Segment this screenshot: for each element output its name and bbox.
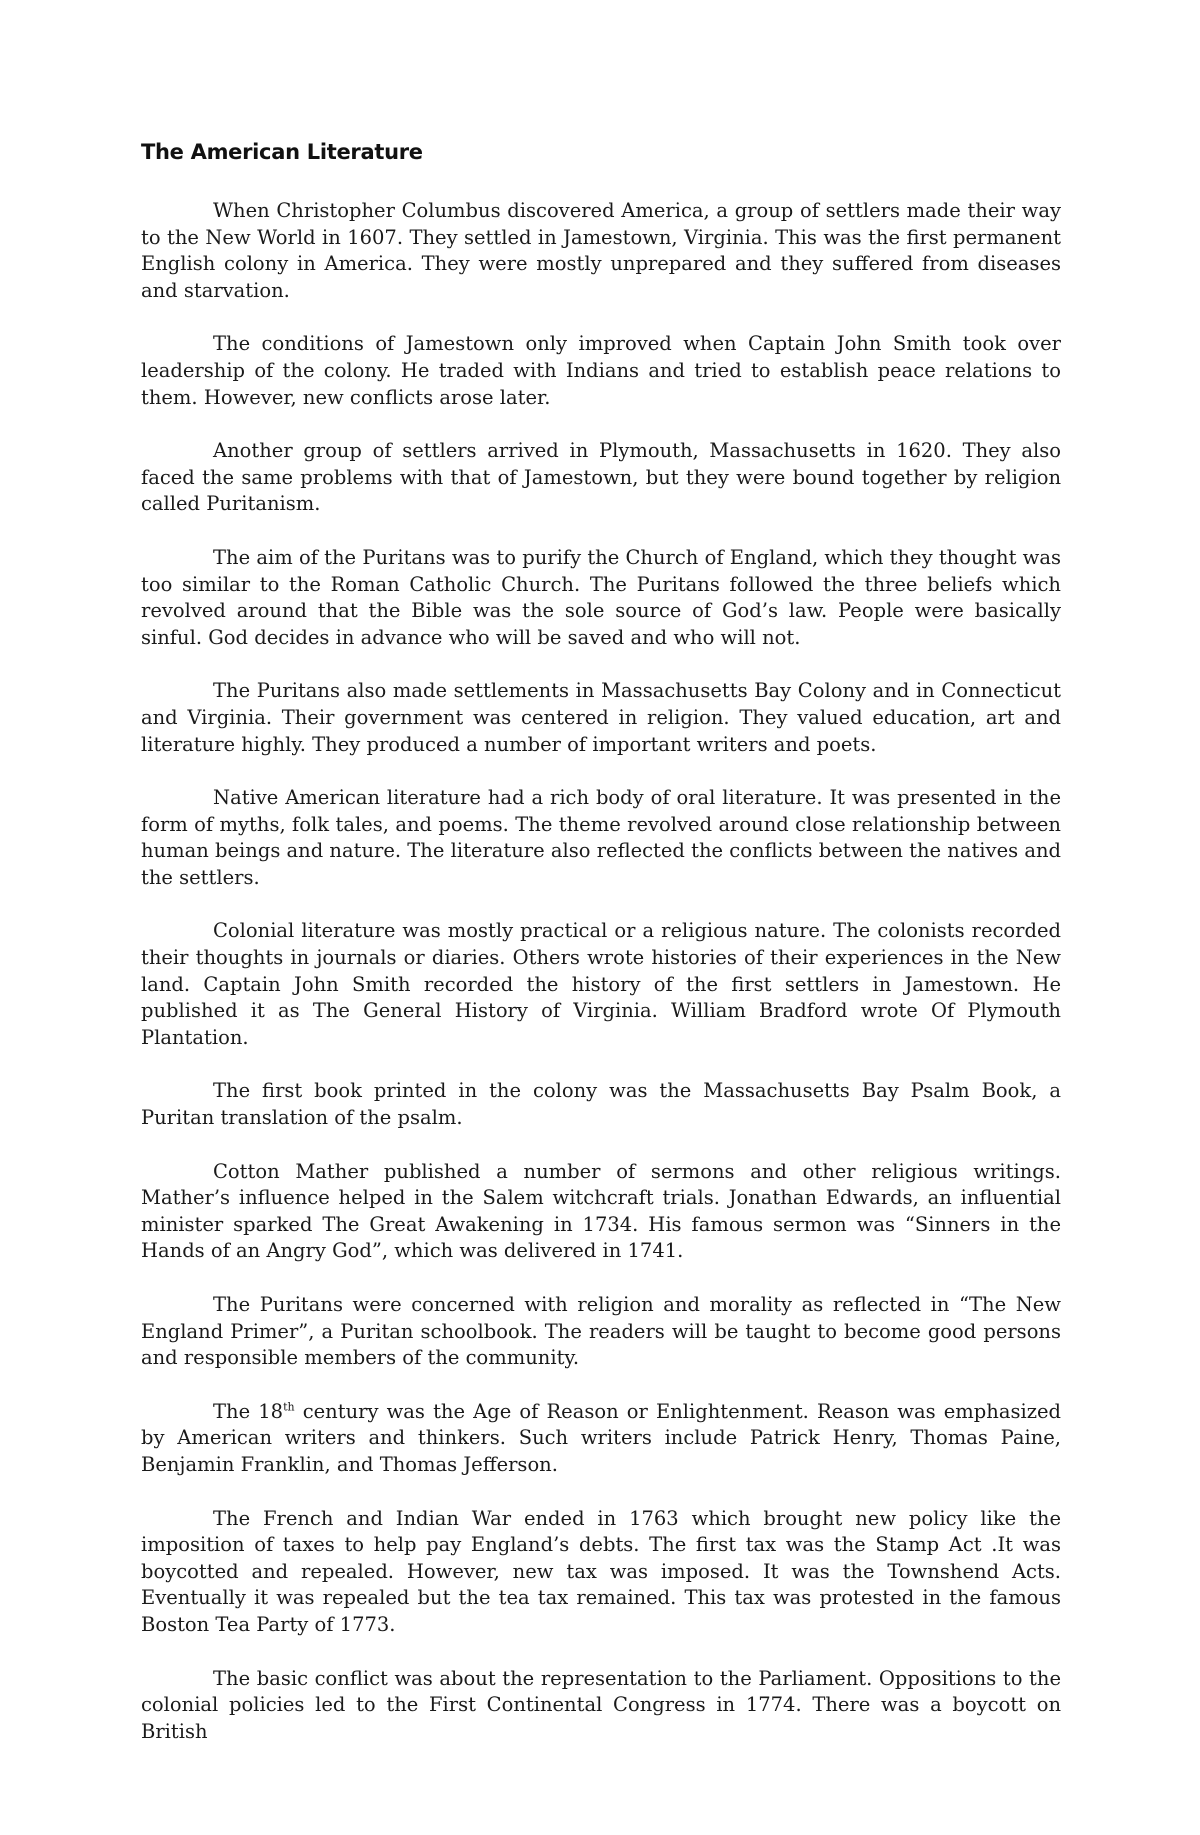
document-body <box>141 198 1061 1745</box>
paragraph-cotton-mather: Cotton Mather published a number of sermons and other religious writings. Mather’s influence helped in the Salem witchcraft trials. Jonathan Edwards, an influential minister sparked The Great Awakening in 1734. His famous sermon was “Sinners in the Hands of an Angry God”, which was delivered in 1741. <box>141 1159 1061 1263</box>
enlightenment-after: century was the Age of Reason or Enlightenment. Reason was emphasized by American writers and thinkers. Such writers include Patrick Henry, Thomas Paine, Benjamin Franklin, and Thomas Jefferson. <box>141 1399 1061 1476</box>
ordinal-superscript: th <box>283 1400 295 1414</box>
paragraph-puritan-aims: The aim of the Puritans was to purify the Church of England, which they thought was too similar to the Roman Catholic Church. The Puritans followed the three beliefs which revolved around that the Bible was the sole source of God’s law. People were basically sinful. God decides in advance who will be saved and who will not. <box>141 545 1061 649</box>
paragraph-plymouth: Another group of settlers arrived in Plymouth, Massachusetts in 1620. They also faced the same problems with that of Jamestown, but they were bound together by religion called Puritanism. <box>141 439 1061 516</box>
document-title: The American Literature <box>141 140 423 164</box>
paragraph-puritan-settlements: The Puritans also made settlements in Massachusetts Bay Colony and in Connecticut and Virginia. Their government was centered in religion. They valued education, art and literature highly. They produced a number of important writers and poets. <box>141 679 1061 756</box>
paragraph-parliament-conflict: The basic conflict was about the representation to the Parliament. Oppositions to the colonial policies led to the First Continental Congress in 1774. There was a boycott on British <box>141 1666 1061 1743</box>
paragraph-native-literature: Native American literature had a rich body of oral literature. It was presented in the form of myths, folk tales, and poems. The theme revolved around close relationship between human beings and nature. The literature also reflected the conflicts between the natives and the settlers. <box>141 786 1061 889</box>
paragraph-enlightenment <box>141 1399 1061 1479</box>
paragraph-french-indian-war: The French and Indian War ended in 1763 which brought new policy like the imposition of taxes to help pay England’s debts. The first tax was the Stamp Act .It was boycotted and repealed. However, new tax was imposed. It was the Townshend Acts. Eventually it was repealed but the tea tax remained. This tax was protested in the famous Boston Tea Party of 1773. <box>141 1506 1061 1636</box>
paragraph-psalm-book: The first book printed in the colony was the Massachusetts Bay Psalm Book, a Puritan translation of the psalm. <box>141 1079 1061 1130</box>
enlightenment-before: The 18 <box>213 1399 284 1423</box>
paragraph-colonial-literature: Colonial literature was mostly practical or a religious nature. The colonists recorded their thoughts in journals or diaries. Others wrote histories of their experiences in the New land. Captain John Smith recorded the history of the first settlers in Jamestown. He published it as The General History of Virginia. William Bradford wrote Of Plymouth Plantation. <box>141 919 1061 1049</box>
paragraph-jamestown-smith: The conditions of Jamestown only improved when Captain John Smith took over leadership of the colony. He traded with Indians and tried to establish peace relations to them. However, new conflicts arose later. <box>141 332 1061 409</box>
paragraph-columbus: When Christopher Columbus discovered America, a group of settlers made their way to the New World in 1607. They settled in Jamestown, Virginia. This was the first permanent English colony in America. They were mostly unprepared and they suffered from diseases and starvation. <box>141 199 1061 302</box>
paragraph-new-england-primer: The Puritans were concerned with religion and morality as reflected in “The New England Primer”, a Puritan schoolbook. The readers will be taught to become good persons and responsible members of the community. <box>141 1293 1061 1370</box>
